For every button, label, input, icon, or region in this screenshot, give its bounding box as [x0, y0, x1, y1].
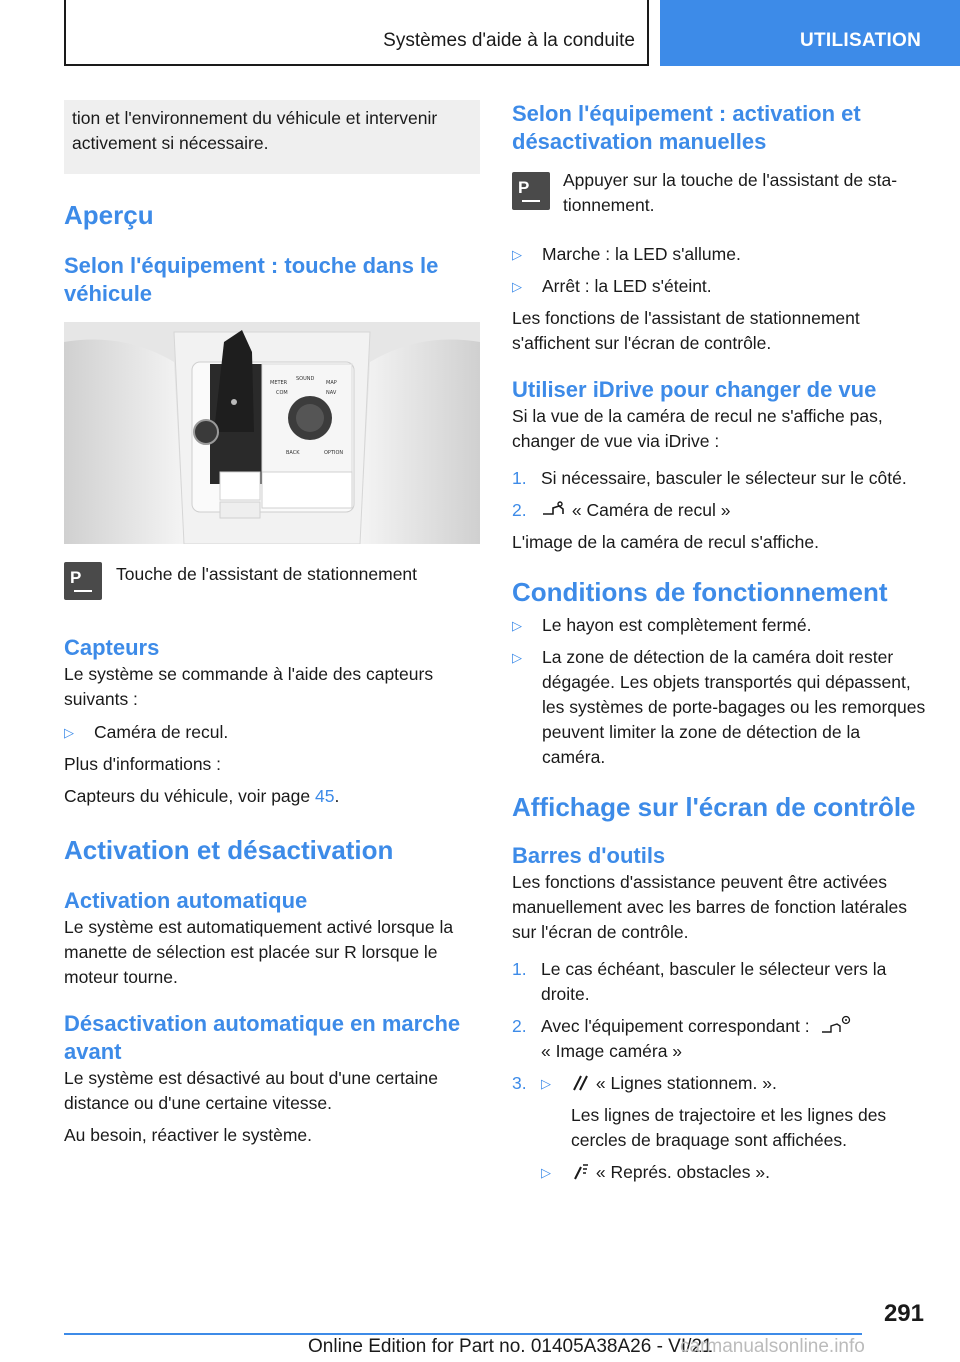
park-assist-icon — [64, 562, 102, 600]
triangle-bullet-icon: ▷ — [512, 279, 522, 294]
photo-label-back: BACK — [286, 450, 300, 456]
triangle-bullet-icon: ▷ — [512, 247, 522, 262]
list-item: ▷ Caméra de recul. — [64, 720, 480, 745]
heading-activation-auto: Activation automatique — [64, 888, 308, 913]
footer-edition: Online Edition for Part no. 01405A38A26 - VI/21 — [308, 1336, 713, 1357]
photo-label-option: OPTION — [324, 450, 344, 456]
heading-activation: Activation et désactivation — [64, 835, 394, 865]
list-item: 3. ▷ « Lignes stationnem. ». Les lignes de trajectoire et les lignes des cercles de braquage sont affichées. ▷ « Représ. obstacles ». — [512, 1071, 928, 1185]
rear-camera-icon — [541, 500, 567, 518]
touche-caption: Touche de l'assistant de stationnement — [116, 564, 418, 584]
header-chapter-title: UTILISATION — [800, 30, 922, 51]
auto-text: Le système est automatiquement activé lorsque la manette de sélection est placée sur R lorsque le moteur tourne. — [64, 917, 454, 987]
left-column — [64, 100, 480, 1148]
list-item: 2. Avec l'équipement correspondant : « Image caméra » — [512, 1014, 928, 1064]
photo-label-map: MAP — [326, 380, 337, 386]
triangle-bullet-icon: ▷ — [64, 725, 74, 740]
heading-conditions: Conditions de fonctionnement — [512, 577, 888, 607]
header-section-title: Systèmes d'aide à la conduite — [383, 30, 635, 51]
right-column — [512, 100, 928, 1185]
manuel-row — [512, 168, 928, 226]
fonctions-text: Les fonctions de l'assistant de stationnement s'affichent sur l'écran de contrôle. — [512, 308, 860, 353]
triangle-bullet-icon: ▷ — [541, 1165, 551, 1180]
parking-lines-icon — [571, 1072, 591, 1092]
triangle-bullet-icon: ▷ — [512, 618, 522, 633]
header-section-tab — [64, 0, 649, 66]
list-item: ▷ Arrêt : la LED s'éteint. — [512, 274, 928, 299]
park-assist-icon — [512, 172, 550, 210]
list-item: ▷ Le hayon est complètement fermé. — [512, 613, 928, 638]
list-item: 2. « Caméra de recul » — [512, 500, 731, 520]
lignes-text: Les lignes de trajectoire et les lignes des cercles de braquage sont affichées. — [571, 1105, 887, 1150]
center-console-photo — [64, 322, 480, 544]
photo-label-com: COM — [276, 390, 288, 396]
desact-text: Le système est désactivé au bout d'une certaine distance ou d'une certaine vitesse. — [64, 1068, 438, 1113]
heading-apercu: Aperçu — [64, 200, 154, 230]
reactiver-text: Au besoin, réactiver le système. — [64, 1125, 313, 1145]
barres-text: Les fonctions d'assistance peuvent être activées manuellement avec les barres de fonction latérales sur l'écran de contrôle. — [512, 872, 907, 942]
image-text: L'image de la caméra de recul s'affiche. — [512, 532, 819, 552]
idrive-text: Si la vue de la caméra de recul ne s'affiche pas, changer de vue via iDrive : — [512, 406, 883, 451]
photo-label-sound: SOUND — [296, 376, 315, 382]
triangle-bullet-icon: ▷ — [541, 1076, 551, 1091]
heading-affichage: Affichage sur l'écran de contrôle — [512, 792, 916, 822]
list-item: 1. Le cas échéant, basculer le sélecteur vers la droite. — [512, 959, 887, 1004]
capteurs-text: Le système se commande à l'aide des capteurs suivants : — [64, 664, 434, 709]
camera-settings-icon — [820, 1014, 852, 1036]
manuel-text: Appuyer sur la touche de l'assistant de stationnement. — [563, 170, 898, 215]
page-link-45[interactable]: 45 — [314, 786, 335, 806]
list-item: 1. Si nécessaire, basculer le sélecteur sur le côté. — [512, 468, 907, 488]
photo-label-nav: NAV — [326, 390, 337, 396]
touche-caption-row — [64, 562, 480, 606]
header-chapter-tab — [660, 0, 960, 66]
photo-label-meter: METER — [270, 380, 288, 386]
note-box — [64, 100, 480, 174]
heading-idrive: Utiliser iDrive pour changer de vue — [512, 377, 877, 402]
plus-info-text: Plus d'informations : — [64, 754, 222, 774]
list-item: ▷ « Représ. obstacles ». — [541, 1160, 928, 1185]
heading-capteurs: Capteurs — [64, 635, 160, 660]
footer-watermark: carmanualsonline.info — [680, 1336, 865, 1357]
page-number: 291 — [883, 1300, 924, 1327]
list-item: ▷ La zone de détection de la caméra doit rester dégagée. Les objets transportés qui dépassent, les systèmes de porte-bagages ou les remorques peuvent limiter la zone de détection de la caméra. — [512, 647, 926, 767]
footer-divider — [64, 1333, 862, 1335]
list-item: ▷ Marche : la LED s'allume. — [512, 242, 928, 267]
capteurs-reference: Capteurs du véhicule, voir page 45. — [64, 786, 340, 806]
heading-desactivation: Désactivation automatique en marche avant — [64, 1011, 461, 1064]
heading-barres: Barres d'outils — [512, 843, 666, 868]
center-console-illustration — [64, 322, 480, 544]
obstacle-marking-icon — [571, 1161, 591, 1181]
triangle-bullet-icon: ▷ — [512, 650, 522, 665]
note-text: tion et l'environnement du véhicule et intervenir activement si nécessaire. — [72, 108, 438, 153]
list-item: ▷ « Lignes stationnem. ». Les lignes de trajectoire et les lignes des cercles de braquage sont affichées. — [541, 1071, 928, 1153]
heading-manuel: Selon l'équipement : activation et désactivation manuelles — [512, 101, 861, 154]
heading-touche-vehicule: Selon l'équipement : touche dans le véhicule — [64, 253, 439, 306]
